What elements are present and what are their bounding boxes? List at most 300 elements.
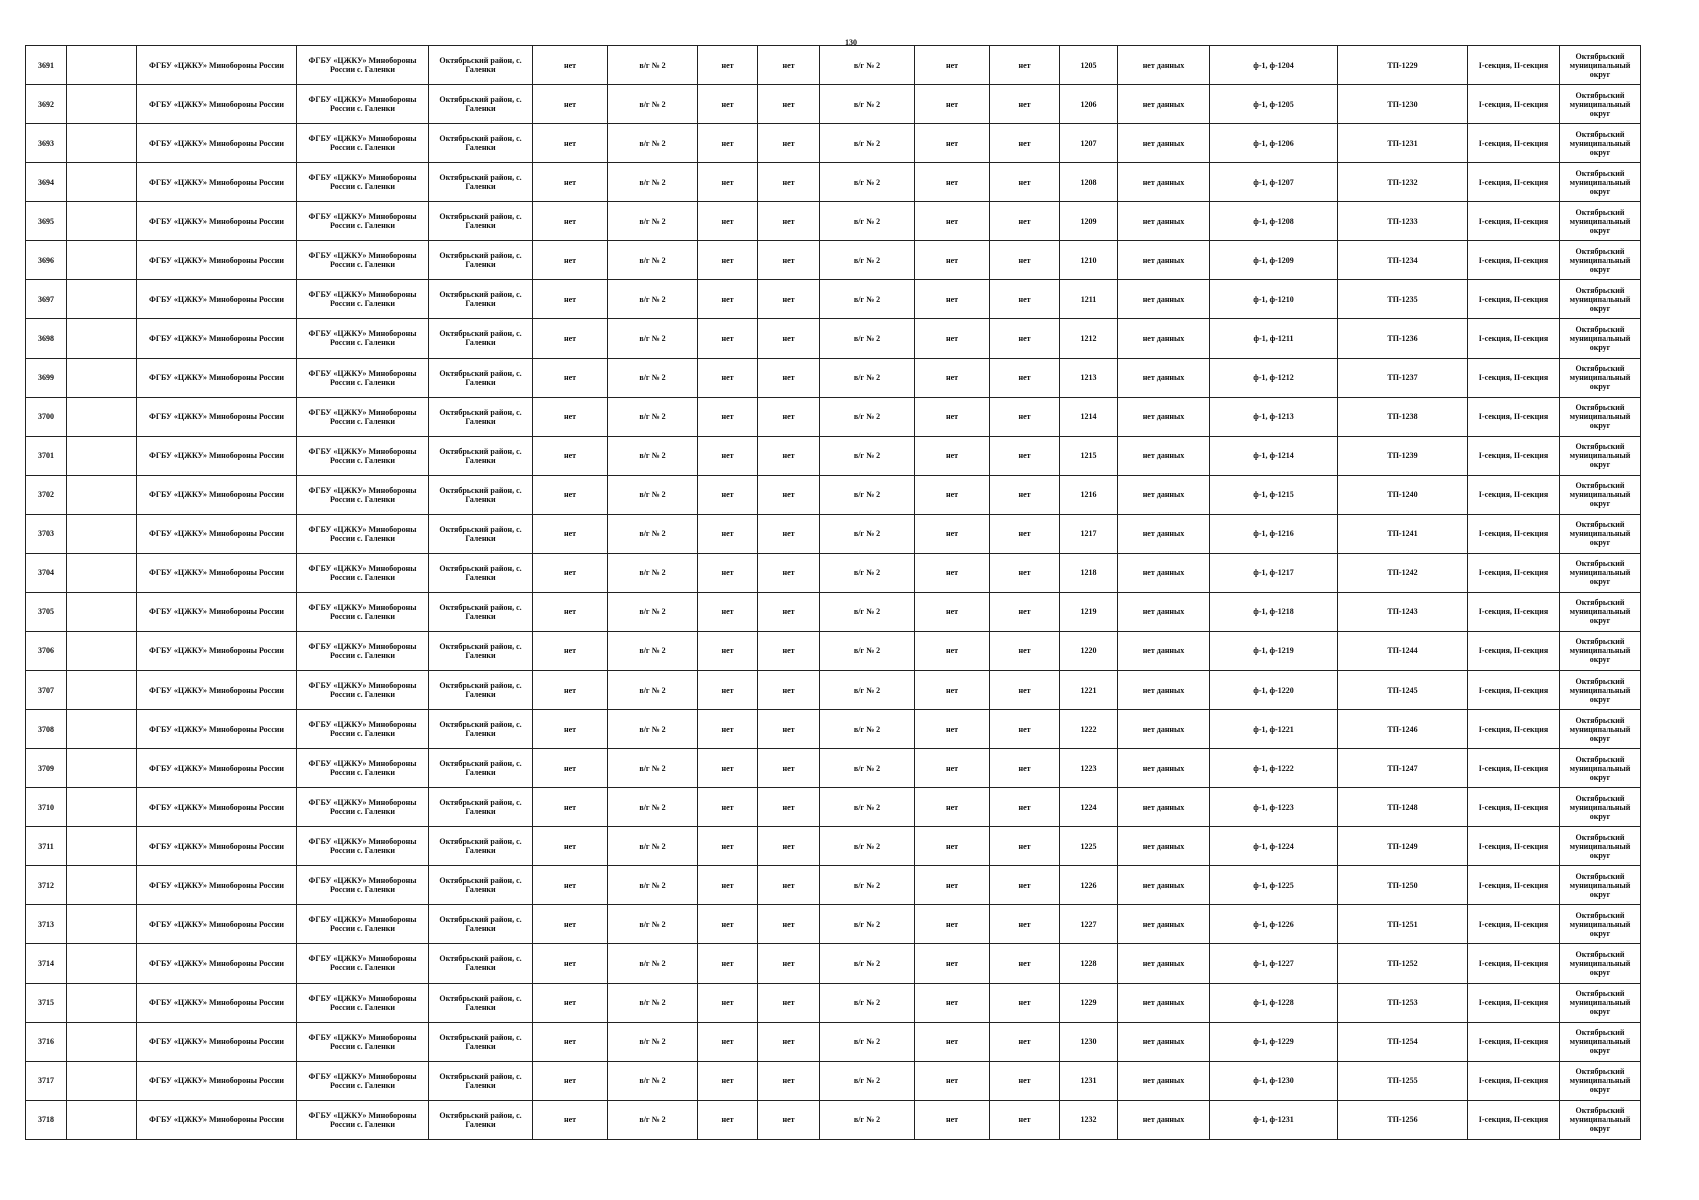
data-status-cell: нет данных: [1118, 710, 1210, 749]
substation-cell: ТП-1249: [1338, 827, 1468, 866]
col-a-cell: нет: [533, 358, 608, 397]
substation-cell: ТП-1236: [1338, 319, 1468, 358]
feeder-cell: ф-1, ф-1216: [1210, 514, 1338, 553]
table-row: [26, 85, 1641, 124]
object-number-cell: 1231: [1060, 1061, 1118, 1100]
table-row: [26, 631, 1641, 670]
blank-cell: [67, 710, 137, 749]
blank-cell: [67, 85, 137, 124]
col-g-cell: нет: [990, 397, 1060, 436]
owner-cell: ФГБУ «ЦЖКУ» Минобороны России: [137, 710, 297, 749]
col-f-cell: нет: [915, 866, 990, 905]
data-status-cell: нет данных: [1118, 788, 1210, 827]
location-cell: Октябрьский район, с. Галенки: [429, 749, 533, 788]
military-town-2-cell: в/г № 2: [820, 788, 915, 827]
col-a-cell: нет: [533, 46, 608, 85]
col-f-cell: нет: [915, 358, 990, 397]
col-a-cell: нет: [533, 553, 608, 592]
section-cell: I-секция, II-секция: [1468, 436, 1560, 475]
owner-cell: ФГБУ «ЦЖКУ» Минобороны России: [137, 319, 297, 358]
section-cell: I-секция, II-секция: [1468, 280, 1560, 319]
feeder-cell: ф-1, ф-1209: [1210, 241, 1338, 280]
col-f-cell: нет: [915, 280, 990, 319]
data-status-cell: нет данных: [1118, 202, 1210, 241]
military-town-2-cell: в/г № 2: [820, 710, 915, 749]
substation-cell: ТП-1241: [1338, 514, 1468, 553]
military-town-2-cell: в/г № 2: [820, 280, 915, 319]
col-f-cell: нет: [915, 553, 990, 592]
feeder-cell: ф-1, ф-1206: [1210, 124, 1338, 163]
blank-cell: [67, 319, 137, 358]
substation-cell: ТП-1253: [1338, 983, 1468, 1022]
col-d-cell: нет: [758, 905, 820, 944]
col-d-cell: нет: [758, 280, 820, 319]
feeder-cell: ф-1, ф-1222: [1210, 749, 1338, 788]
col-c-cell: нет: [698, 514, 758, 553]
data-status-cell: нет данных: [1118, 475, 1210, 514]
col-d-cell: нет: [758, 1022, 820, 1061]
district-cell: Октябрьский муниципальный округ: [1560, 1100, 1641, 1139]
row-number: 3718: [26, 1100, 67, 1139]
military-town-2-cell: в/г № 2: [820, 358, 915, 397]
col-d-cell: нет: [758, 514, 820, 553]
col-d-cell: нет: [758, 163, 820, 202]
col-a-cell: нет: [533, 866, 608, 905]
col-g-cell: нет: [990, 163, 1060, 202]
data-status-cell: нет данных: [1118, 671, 1210, 710]
substation-cell: ТП-1248: [1338, 788, 1468, 827]
table-row: [26, 163, 1641, 202]
owner-cell: ФГБУ «ЦЖКУ» Минобороны России: [137, 671, 297, 710]
table-row: [26, 866, 1641, 905]
military-town-2-cell: в/г № 2: [820, 1100, 915, 1139]
blank-cell: [67, 436, 137, 475]
military-town-cell: в/г № 2: [608, 514, 698, 553]
col-a-cell: нет: [533, 202, 608, 241]
section-cell: I-секция, II-секция: [1468, 397, 1560, 436]
location-cell: Октябрьский район, с. Галенки: [429, 710, 533, 749]
section-cell: I-секция, II-секция: [1468, 319, 1560, 358]
district-cell: Октябрьский муниципальный округ: [1560, 553, 1641, 592]
col-g-cell: нет: [990, 280, 1060, 319]
section-cell: I-секция, II-секция: [1468, 827, 1560, 866]
holder-cell: ФГБУ «ЦЖКУ» Минобороны России с. Галенки: [297, 671, 429, 710]
location-cell: Октябрьский район, с. Галенки: [429, 553, 533, 592]
district-cell: Октябрьский муниципальный округ: [1560, 592, 1641, 631]
table-row: [26, 788, 1641, 827]
col-f-cell: нет: [915, 514, 990, 553]
table-row: [26, 514, 1641, 553]
data-status-cell: нет данных: [1118, 944, 1210, 983]
substation-cell: ТП-1247: [1338, 749, 1468, 788]
section-cell: I-секция, II-секция: [1468, 46, 1560, 85]
col-f-cell: нет: [915, 397, 990, 436]
table-row: [26, 905, 1641, 944]
object-number-cell: 1207: [1060, 124, 1118, 163]
location-cell: Октябрьский район, с. Галенки: [429, 592, 533, 631]
col-f-cell: нет: [915, 1022, 990, 1061]
data-status-cell: нет данных: [1118, 514, 1210, 553]
row-number: 3712: [26, 866, 67, 905]
col-a-cell: нет: [533, 749, 608, 788]
table-row: [26, 1100, 1641, 1139]
table-row: [26, 46, 1641, 85]
col-d-cell: нет: [758, 671, 820, 710]
owner-cell: ФГБУ «ЦЖКУ» Минобороны России: [137, 983, 297, 1022]
military-town-2-cell: в/г № 2: [820, 631, 915, 670]
district-cell: Октябрьский муниципальный округ: [1560, 46, 1641, 85]
row-number: 3696: [26, 241, 67, 280]
col-g-cell: нет: [990, 866, 1060, 905]
col-g-cell: нет: [990, 827, 1060, 866]
holder-cell: ФГБУ «ЦЖКУ» Минобороны России с. Галенки: [297, 788, 429, 827]
substation-cell: ТП-1250: [1338, 866, 1468, 905]
military-town-cell: в/г № 2: [608, 163, 698, 202]
feeder-cell: ф-1, ф-1228: [1210, 983, 1338, 1022]
holder-cell: ФГБУ «ЦЖКУ» Минобороны России с. Галенки: [297, 280, 429, 319]
col-g-cell: нет: [990, 514, 1060, 553]
col-a-cell: нет: [533, 983, 608, 1022]
district-cell: Октябрьский муниципальный округ: [1560, 710, 1641, 749]
col-a-cell: нет: [533, 85, 608, 124]
substation-cell: ТП-1254: [1338, 1022, 1468, 1061]
owner-cell: ФГБУ «ЦЖКУ» Минобороны России: [137, 592, 297, 631]
col-d-cell: нет: [758, 631, 820, 670]
military-town-2-cell: в/г № 2: [820, 85, 915, 124]
table-row: [26, 983, 1641, 1022]
feeder-cell: ф-1, ф-1231: [1210, 1100, 1338, 1139]
col-f-cell: нет: [915, 983, 990, 1022]
feeder-cell: ф-1, ф-1221: [1210, 710, 1338, 749]
location-cell: Октябрьский район, с. Галенки: [429, 202, 533, 241]
col-a-cell: нет: [533, 1061, 608, 1100]
military-town-2-cell: в/г № 2: [820, 983, 915, 1022]
object-number-cell: 1217: [1060, 514, 1118, 553]
section-cell: I-секция, II-секция: [1468, 866, 1560, 905]
blank-cell: [67, 592, 137, 631]
feeder-cell: ф-1, ф-1210: [1210, 280, 1338, 319]
holder-cell: ФГБУ «ЦЖКУ» Минобороны России с. Галенки: [297, 124, 429, 163]
table-row: [26, 710, 1641, 749]
owner-cell: ФГБУ «ЦЖКУ» Минобороны России: [137, 631, 297, 670]
location-cell: Октябрьский район, с. Галенки: [429, 944, 533, 983]
military-town-2-cell: в/г № 2: [820, 319, 915, 358]
row-number: 3702: [26, 475, 67, 514]
military-town-cell: в/г № 2: [608, 124, 698, 163]
military-town-2-cell: в/г № 2: [820, 46, 915, 85]
military-town-cell: в/г № 2: [608, 749, 698, 788]
col-f-cell: нет: [915, 788, 990, 827]
owner-cell: ФГБУ «ЦЖКУ» Минобороны России: [137, 358, 297, 397]
row-number: 3700: [26, 397, 67, 436]
blank-cell: [67, 202, 137, 241]
section-cell: I-секция, II-секция: [1468, 983, 1560, 1022]
military-town-2-cell: в/г № 2: [820, 671, 915, 710]
data-status-cell: нет данных: [1118, 46, 1210, 85]
object-number-cell: 1220: [1060, 631, 1118, 670]
military-town-2-cell: в/г № 2: [820, 475, 915, 514]
col-g-cell: нет: [990, 592, 1060, 631]
blank-cell: [67, 671, 137, 710]
holder-cell: ФГБУ «ЦЖКУ» Минобороны России с. Галенки: [297, 553, 429, 592]
military-town-2-cell: в/г № 2: [820, 163, 915, 202]
owner-cell: ФГБУ «ЦЖКУ» Минобороны России: [137, 280, 297, 319]
feeder-cell: ф-1, ф-1225: [1210, 866, 1338, 905]
table-row: [26, 749, 1641, 788]
object-number-cell: 1211: [1060, 280, 1118, 319]
section-cell: I-секция, II-секция: [1468, 944, 1560, 983]
col-d-cell: нет: [758, 710, 820, 749]
col-g-cell: нет: [990, 710, 1060, 749]
col-f-cell: нет: [915, 436, 990, 475]
location-cell: Октябрьский район, с. Галенки: [429, 1100, 533, 1139]
district-cell: Октябрьский муниципальный округ: [1560, 163, 1641, 202]
military-town-cell: в/г № 2: [608, 1022, 698, 1061]
military-town-2-cell: в/г № 2: [820, 1061, 915, 1100]
col-a-cell: нет: [533, 710, 608, 749]
location-cell: Октябрьский район, с. Галенки: [429, 1061, 533, 1100]
object-number-cell: 1208: [1060, 163, 1118, 202]
col-f-cell: нет: [915, 905, 990, 944]
holder-cell: ФГБУ «ЦЖКУ» Минобороны России с. Галенки: [297, 905, 429, 944]
military-town-2-cell: в/г № 2: [820, 866, 915, 905]
object-number-cell: 1210: [1060, 241, 1118, 280]
military-town-2-cell: в/г № 2: [820, 827, 915, 866]
military-town-2-cell: в/г № 2: [820, 553, 915, 592]
table-row: [26, 319, 1641, 358]
col-d-cell: нет: [758, 983, 820, 1022]
table-row: [26, 397, 1641, 436]
substation-cell: ТП-1237: [1338, 358, 1468, 397]
military-town-cell: в/г № 2: [608, 553, 698, 592]
row-number: 3698: [26, 319, 67, 358]
section-cell: I-секция, II-секция: [1468, 671, 1560, 710]
feeder-cell: ф-1, ф-1226: [1210, 905, 1338, 944]
table-row: [26, 475, 1641, 514]
section-cell: I-секция, II-секция: [1468, 710, 1560, 749]
location-cell: Октябрьский район, с. Галенки: [429, 436, 533, 475]
district-cell: Октябрьский муниципальный округ: [1560, 631, 1641, 670]
substation-cell: ТП-1231: [1338, 124, 1468, 163]
holder-cell: ФГБУ «ЦЖКУ» Минобороны России с. Галенки: [297, 749, 429, 788]
holder-cell: ФГБУ «ЦЖКУ» Минобороны России с. Галенки: [297, 202, 429, 241]
row-number: 3703: [26, 514, 67, 553]
col-c-cell: нет: [698, 1100, 758, 1139]
col-c-cell: нет: [698, 475, 758, 514]
feeder-cell: ф-1, ф-1227: [1210, 944, 1338, 983]
holder-cell: ФГБУ «ЦЖКУ» Минобороны России с. Галенки: [297, 827, 429, 866]
table-body: [26, 46, 1641, 1140]
section-cell: I-секция, II-секция: [1468, 514, 1560, 553]
district-cell: Октябрьский муниципальный округ: [1560, 475, 1641, 514]
col-a-cell: нет: [533, 905, 608, 944]
military-town-2-cell: в/г № 2: [820, 241, 915, 280]
col-f-cell: нет: [915, 241, 990, 280]
col-f-cell: нет: [915, 749, 990, 788]
district-cell: Октябрьский муниципальный округ: [1560, 905, 1641, 944]
location-cell: Октябрьский район, с. Галенки: [429, 1022, 533, 1061]
col-a-cell: нет: [533, 319, 608, 358]
military-town-cell: в/г № 2: [608, 905, 698, 944]
holder-cell: ФГБУ «ЦЖКУ» Минобороны России с. Галенки: [297, 631, 429, 670]
col-f-cell: нет: [915, 592, 990, 631]
substation-cell: ТП-1255: [1338, 1061, 1468, 1100]
military-town-cell: в/г № 2: [608, 46, 698, 85]
registry-table: [25, 45, 1641, 1140]
data-status-cell: нет данных: [1118, 1022, 1210, 1061]
military-town-cell: в/г № 2: [608, 671, 698, 710]
col-d-cell: нет: [758, 436, 820, 475]
location-cell: Октябрьский район, с. Галенки: [429, 358, 533, 397]
location-cell: Октябрьский район, с. Галенки: [429, 827, 533, 866]
substation-cell: ТП-1252: [1338, 944, 1468, 983]
location-cell: Октябрьский район, с. Галенки: [429, 280, 533, 319]
section-cell: I-секция, II-секция: [1468, 163, 1560, 202]
col-c-cell: нет: [698, 202, 758, 241]
col-d-cell: нет: [758, 827, 820, 866]
blank-cell: [67, 631, 137, 670]
data-status-cell: нет данных: [1118, 280, 1210, 319]
holder-cell: ФГБУ «ЦЖКУ» Минобороны России с. Галенки: [297, 1061, 429, 1100]
object-number-cell: 1230: [1060, 1022, 1118, 1061]
col-a-cell: нет: [533, 788, 608, 827]
section-cell: I-секция, II-секция: [1468, 905, 1560, 944]
col-c-cell: нет: [698, 46, 758, 85]
holder-cell: ФГБУ «ЦЖКУ» Минобороны России с. Галенки: [297, 475, 429, 514]
military-town-cell: в/г № 2: [608, 436, 698, 475]
feeder-cell: ф-1, ф-1218: [1210, 592, 1338, 631]
owner-cell: ФГБУ «ЦЖКУ» Минобороны России: [137, 514, 297, 553]
district-cell: Октябрьский муниципальный округ: [1560, 1061, 1641, 1100]
section-cell: I-секция, II-секция: [1468, 202, 1560, 241]
substation-cell: ТП-1238: [1338, 397, 1468, 436]
military-town-cell: в/г № 2: [608, 1100, 698, 1139]
district-cell: Октябрьский муниципальный округ: [1560, 827, 1641, 866]
col-g-cell: нет: [990, 1100, 1060, 1139]
military-town-2-cell: в/г № 2: [820, 749, 915, 788]
section-cell: I-секция, II-секция: [1468, 631, 1560, 670]
district-cell: Октябрьский муниципальный округ: [1560, 514, 1641, 553]
blank-cell: [67, 280, 137, 319]
col-f-cell: нет: [915, 631, 990, 670]
col-d-cell: нет: [758, 46, 820, 85]
feeder-cell: ф-1, ф-1224: [1210, 827, 1338, 866]
col-g-cell: нет: [990, 553, 1060, 592]
col-c-cell: нет: [698, 280, 758, 319]
col-a-cell: нет: [533, 944, 608, 983]
blank-cell: [67, 944, 137, 983]
col-a-cell: нет: [533, 631, 608, 670]
col-c-cell: нет: [698, 241, 758, 280]
object-number-cell: 1218: [1060, 553, 1118, 592]
row-number: 3701: [26, 436, 67, 475]
object-number-cell: 1227: [1060, 905, 1118, 944]
col-f-cell: нет: [915, 124, 990, 163]
table-row: [26, 1022, 1641, 1061]
col-d-cell: нет: [758, 397, 820, 436]
col-d-cell: нет: [758, 241, 820, 280]
col-a-cell: нет: [533, 514, 608, 553]
owner-cell: ФГБУ «ЦЖКУ» Минобороны России: [137, 241, 297, 280]
data-status-cell: нет данных: [1118, 358, 1210, 397]
substation-cell: ТП-1240: [1338, 475, 1468, 514]
data-status-cell: нет данных: [1118, 866, 1210, 905]
district-cell: Октябрьский муниципальный округ: [1560, 85, 1641, 124]
col-f-cell: нет: [915, 475, 990, 514]
object-number-cell: 1215: [1060, 436, 1118, 475]
row-number: 3711: [26, 827, 67, 866]
holder-cell: ФГБУ «ЦЖКУ» Минобороны России с. Галенки: [297, 241, 429, 280]
data-status-cell: нет данных: [1118, 983, 1210, 1022]
col-c-cell: нет: [698, 163, 758, 202]
military-town-2-cell: в/г № 2: [820, 1022, 915, 1061]
col-d-cell: нет: [758, 319, 820, 358]
blank-cell: [67, 514, 137, 553]
object-number-cell: 1225: [1060, 827, 1118, 866]
district-cell: Октябрьский муниципальный округ: [1560, 436, 1641, 475]
col-a-cell: нет: [533, 592, 608, 631]
blank-cell: [67, 866, 137, 905]
row-number: 3706: [26, 631, 67, 670]
military-town-cell: в/г № 2: [608, 592, 698, 631]
object-number-cell: 1228: [1060, 944, 1118, 983]
location-cell: Октябрьский район, с. Галенки: [429, 85, 533, 124]
district-cell: Октябрьский муниципальный округ: [1560, 788, 1641, 827]
row-number: 3693: [26, 124, 67, 163]
col-g-cell: нет: [990, 944, 1060, 983]
object-number-cell: 1212: [1060, 319, 1118, 358]
blank-cell: [67, 1100, 137, 1139]
owner-cell: ФГБУ «ЦЖКУ» Минобороны России: [137, 475, 297, 514]
col-g-cell: нет: [990, 983, 1060, 1022]
district-cell: Октябрьский муниципальный округ: [1560, 671, 1641, 710]
col-a-cell: нет: [533, 827, 608, 866]
data-status-cell: нет данных: [1118, 124, 1210, 163]
blank-cell: [67, 788, 137, 827]
col-a-cell: нет: [533, 124, 608, 163]
holder-cell: ФГБУ «ЦЖКУ» Минобороны России с. Галенки: [297, 710, 429, 749]
col-g-cell: нет: [990, 202, 1060, 241]
district-cell: Октябрьский муниципальный округ: [1560, 944, 1641, 983]
object-number-cell: 1229: [1060, 983, 1118, 1022]
col-c-cell: нет: [698, 319, 758, 358]
object-number-cell: 1216: [1060, 475, 1118, 514]
holder-cell: ФГБУ «ЦЖКУ» Минобороны России с. Галенки: [297, 85, 429, 124]
feeder-cell: ф-1, ф-1207: [1210, 163, 1338, 202]
blank-cell: [67, 163, 137, 202]
col-g-cell: нет: [990, 671, 1060, 710]
col-c-cell: нет: [698, 749, 758, 788]
col-f-cell: нет: [915, 671, 990, 710]
table-row: [26, 124, 1641, 163]
col-d-cell: нет: [758, 85, 820, 124]
location-cell: Октябрьский район, с. Галенки: [429, 866, 533, 905]
military-town-cell: в/г № 2: [608, 241, 698, 280]
row-number: 3707: [26, 671, 67, 710]
holder-cell: ФГБУ «ЦЖКУ» Минобороны России с. Галенки: [297, 436, 429, 475]
table-row: [26, 1061, 1641, 1100]
col-c-cell: нет: [698, 631, 758, 670]
row-number: 3709: [26, 749, 67, 788]
col-d-cell: нет: [758, 1100, 820, 1139]
table-row: [26, 280, 1641, 319]
col-a-cell: нет: [533, 1100, 608, 1139]
row-number: 3705: [26, 592, 67, 631]
data-status-cell: нет данных: [1118, 319, 1210, 358]
row-number: 3699: [26, 358, 67, 397]
feeder-cell: ф-1, ф-1230: [1210, 1061, 1338, 1100]
col-c-cell: нет: [698, 710, 758, 749]
